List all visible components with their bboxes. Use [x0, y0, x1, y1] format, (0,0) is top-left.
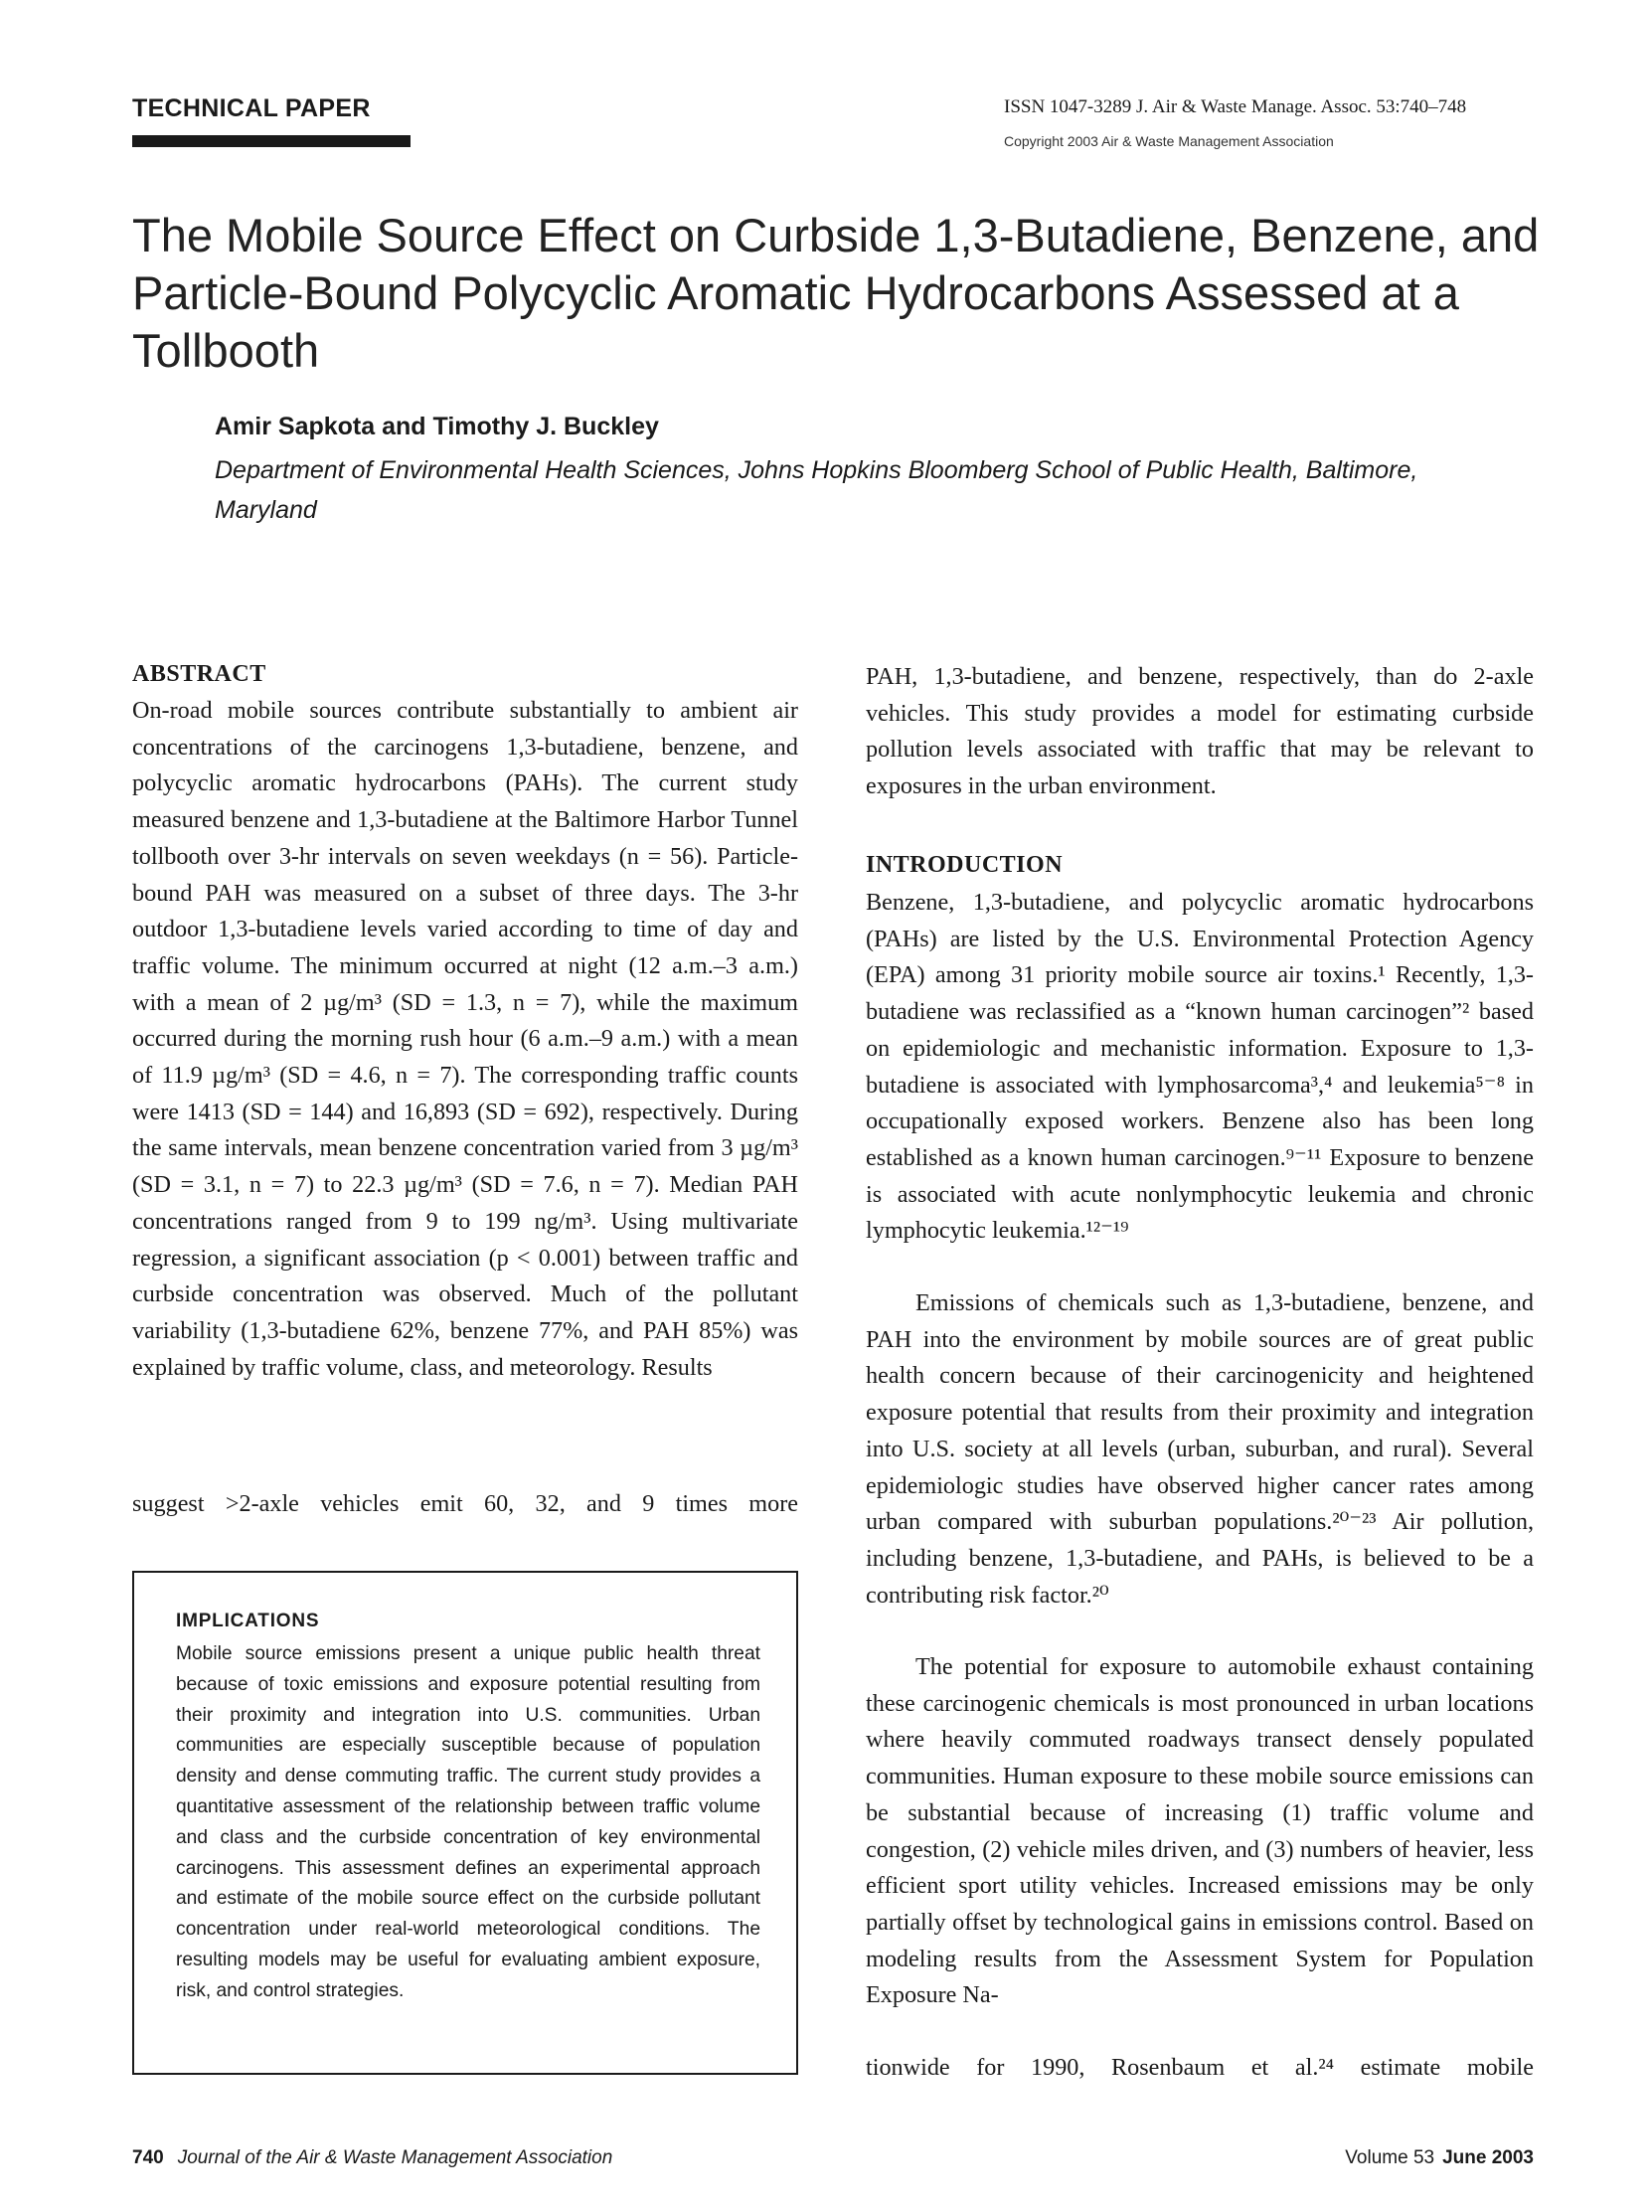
introduction-paragraph-2: Emissions of chemicals such as 1,3-butadiene, benzene, and PAH into the environment by mobile sources are of great public health concern because of their carcinogenicity and heightened exposure potential that results from their proximity and integration into U.S. society at all levels (urban, suburban, and rural). Several epidemiologic studies have observed higher cancer rates among urban compared with suburban populations.²⁰⁻²³ Air pollution, including benzene, 1,3-butadiene, and PAHs, is believed to be a contributing risk factor.²⁰ [866, 1289, 1534, 1609]
section-rule [132, 135, 411, 147]
copyright-notice: Copyright 2003 Air & Waste Management Association [1004, 133, 1334, 149]
abstract-text: On-road mobile sources contribute substantially to ambient air concentrations of the carcinogens 1,3-butadiene, benzene, and polycyclic aromatic hydrocarbons (PAHs). The current study measured benzene and 1,3-butadiene at the Baltimore Harbor Tunnel tollbooth over 3-hr intervals on seven weekdays (n = 56). Particle-bound PAH was measured on a subset of three days. The 3-hr outdoor 1,3-butadiene levels varied according to time of day and traffic volume. The minimum occurred at night (12 a.m.–3 a.m.) with a mean of 2 µg/m³ (SD = 1.3, n = 7), while the maximum occurred during the morning rush hour (6 a.m.–9 a.m.) with a mean of 11.9 µg/m³ (SD = 4.6, n = 7). The corresponding traffic counts were 1413 (SD = 144) and 16,893 (SD = 692), respectively. During the same intervals, mean benzene concentration varied from 3 µg/m³ (SD = 3.1, n = 7) to 22.3 µg/m³ (SD = 7.6, n = 7). Median PAH concentrations ranged from 9 to 199 ng/m³. Using multivariate regression, a significant association (p < 0.001) between traffic and curbside concentration was observed. Much of the pollutant variability (1,3-butadiene 62%, benzene 77%, and PAH 85%) was explained by traffic volume, class, and meteorology. Results [132, 697, 798, 1381]
author-affiliation: Department of Environmental Health Sciences, Johns Hopkins Bloomberg School of Public Health, Baltimore, Maryland [215, 456, 1418, 524]
issn-citation: ISSN 1047-3289 J. Air & Waste Manage. Assoc. 53:740–748 [1004, 96, 1467, 117]
implications-heading: IMPLICATIONS [176, 1611, 320, 1631]
volume-label: Volume 53 [1345, 2147, 1435, 2168]
page-number: 740 [132, 2147, 164, 2168]
introduction-heading: INTRODUCTION [866, 852, 1064, 878]
introduction-paragraph-1: Benzene, 1,3-butadiene, and polycyclic aromatic hydrocarbons (PAHs) are listed by the U.S. Environmental Protection Agency (EPA) among 31 priority mobile source air toxins.¹ Recently, 1,3-butadiene was reclassified as a “known human carcinogen”² based on epidemiologic and mechanistic information. Exposure to 1,3-butadiene is associated with lymphosarcoma³,⁴ and leukemia⁵⁻⁸ in occupationally exposed workers. Benzene also has been long established as a known human carcinogen.⁹⁻¹¹ Exposure to benzene is associated with acute nonlymphocytic leukemia and chronic lymphocytic leukemia.¹²⁻¹⁹ [866, 889, 1534, 1245]
abstract-continuation: PAH, 1,3-butadiene, and benzene, respectively, than do 2-axle vehicles. This study provides a model for estimating curbside pollution levels associated with traffic that may be relevant to exposures in the urban environment. [866, 663, 1534, 800]
section-label: TECHNICAL PAPER [132, 94, 371, 122]
introduction-paragraph-3: The potential for exposure to automobile exhaust containing these carcinogenic chemicals is most pronounced in urban locations where heavily commuted roadways transect densely populated communities. Human exposure to these mobile source emissions can be substantial because of increasing (1) traffic volume and congestion, (2) vehicle miles driven, and (3) numbers of heavier, less efficient sport utility vehicles. Increased emissions may be only partially offset by technological gains in emissions control. Based on modeling results from the Assessment System for Population Exposure Na- [866, 1653, 1534, 2009]
implications-box [132, 1571, 798, 2075]
footer-right [1133, 2147, 1534, 2169]
issue-date: June 2003 [1442, 2147, 1534, 2168]
journal-name: Journal of the Air & Waste Management Association [177, 2147, 613, 2168]
introduction-last-line: tionwide for 1990, Rosenbaum et al.²⁴ estimate mobile [866, 2054, 1534, 2081]
article-authors: Amir Sapkota and Timothy J. Buckley [215, 413, 659, 440]
implications-text: Mobile source emissions present a unique public health threat because of toxic emissions and exposure potential resulting from their proximity and integration into U.S. communities. Urban communities are especially susceptible because of population density and dense commuting traffic. The current study provides a quantitative assessment of the relationship between traffic volume and class and the curbside concentration of key environmental carcinogens. This assessment defines an experimental approach and estimate of the mobile source effect on the curbside pollutant concentration under real-world meteorological conditions. The resulting models may be useful for evaluating ambient exposure, risk, and control strategies. [176, 1643, 760, 2001]
footer-left [132, 2147, 612, 2169]
abstract-text-last-line: suggest >2-axle vehicles emit 60, 32, and 9 times more [132, 1490, 798, 1517]
article-title: The Mobile Source Effect on Curbside 1,3-Butadiene, Benzene, and Particle-Bound Polycyclic Aromatic Hydrocarbons Assessed at a Tollbooth [132, 209, 1540, 377]
abstract-heading: ABSTRACT [132, 661, 266, 687]
